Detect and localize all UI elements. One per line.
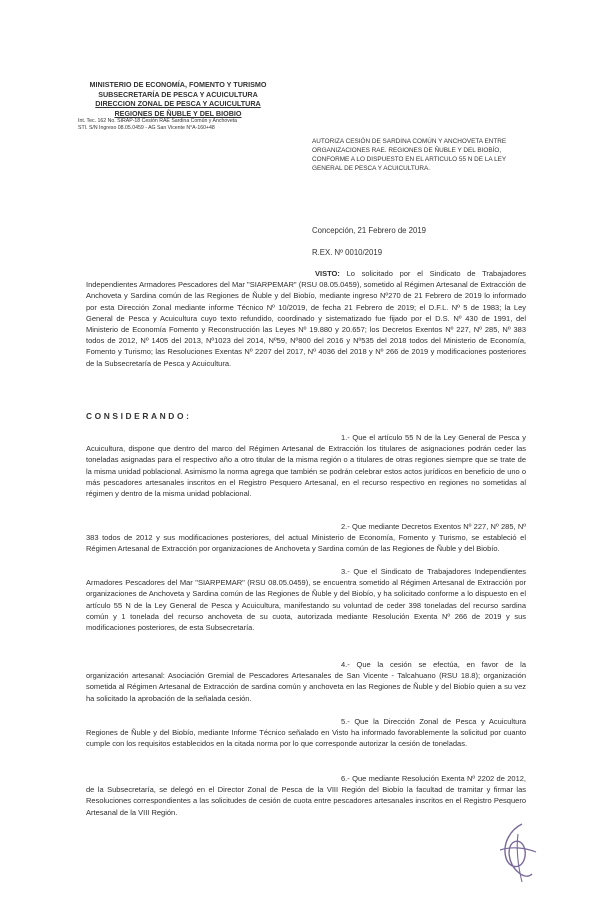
zonal-direction-line: DIRECCION ZONAL DE PESCA Y ACUICULTURA — [95, 99, 261, 109]
subject-line-2: ORGANIZACIONES RAE. REGIONES DE ÑUBLE Y DEL BIOBÍO, — [312, 147, 502, 154]
subsecretary-line: SUBSECRETARÍA DE PESCA Y ACUICULTURA — [98, 89, 258, 99]
considerando-title: CONSIDERANDO: — [86, 411, 192, 421]
document-date: Concepción, 21 Febrero de 2019 — [312, 226, 426, 235]
visto-text: Lo solicitado por el Sindicato de Trabajadores Independientes Armadores Pescadores del Mar "SIARPEMAR" (RSU 08.05.0459), sometido al Régimen Artesanal de Extracción de Anchoveta y Sardina común de las Regiones de Ñuble y del Biobío, mediante ingreso Nº270 de 21 Febrero de 2019 lo informado por esta Dirección Zonal mediante informe Técnico Nº 10/2019, de fecha 21 Febrero de 2019; el D.F.L. Nº 5 de 1983; la Ley General de Pesca y Acuicultura cuyo texto refundido, coordinado y sistematizado fue fijado por el D.S. Nº 430 de 1991, del Ministerio de Economía Fomento y Reconstrucción las Leyes Nº 19.880 y 20.657; los Decretos Exentos Nº 227, Nº 285, Nº 383 todos de 2012, Nº 1405 del 2013, Nº1023 del 2014, Nº59, Nº800 del 2016 y Nº535 del 2018 todos del Ministerio de Economía, Fomento y Turismo; las Resoluciones Exentas Nº 2207 del 2017, Nº 4036 del 2018 y Nº 266 de 2019 y modificaciones posteriores de la Subsecretaría de Pesca y Acuicultura. — [86, 269, 526, 368]
paragraph-text: 4.- Que la cesión se efectúa, en favor de la organización artesanal: Asociación Gremial de Pescadores Artesanales de San Vicente - Talcahuano (RSU 18.8); organización sometida al Régimen Artesanal de Extracción de sardina común y anchoveta en las Regiones de Ñuble y del Biobío quien a su vez ha solicitado la aprobación de la señalada cesión. — [86, 660, 526, 703]
subject-line-3: CONFORME A LO DISPUESTO EN EL ARTICULO 55 N DE LA LEY — [312, 156, 507, 163]
paragraph-text: 3.- Que el Sindicato de Trabajadores Independientes Armadores Pescadores del Mar "SIARPEMAR" (RSU 08.05.0459), se encuentra sometido al Régimen Artesanal de Extracción por organizaciones de Anchoveta y Sardina común de las Regiones de Ñuble y del Biobío, y ha solicitado conforme a lo dispuesto en el artículo 55 N de la Ley General de Pesca y Acuicultura, manifestando su voluntad de ceder 398 toneladas del recurso sardina común y 1 tonelada del recurso anchoveta de su cuota, autorizada mediante Resolución Exenta Nº 266 de 2019 y sus modificaciones posteriores, de esta Subsecretaría. — [86, 567, 526, 633]
file-reference-line: Int. Tec. 162 No. SIRAP-18 Cesión RAE Sardina Común y Anchoveta — [78, 118, 238, 125]
paragraph-text: 5.- Que la Dirección Zonal de Pesca y Acuicultura Regiones de Ñuble y del Biobío, mediante Informe Técnico señalado en Visto ha informado favorablemente la solicitud por cuanto cumple con los requisitos establecidos en la citada norma por lo que corresponde autorizar la cesión de toneladas. — [86, 717, 526, 749]
considerando-paragraph-2 — [86, 521, 526, 555]
ministry-line: MINISTERIO DE ECONOMÍA, FOMENTO Y TURISMO — [89, 80, 267, 89]
considerando-paragraph-1 — [86, 432, 526, 499]
considerando-paragraph-3 — [86, 566, 526, 633]
visto-section — [86, 268, 526, 369]
subject-line-1: AUTORIZA CESIÓN DE SARDINA COMÚN Y ANCHOVETA ENTRE — [312, 138, 507, 145]
letterhead — [78, 80, 278, 132]
paragraph-text: 6.- Que mediante Resolución Exenta Nº 2202 de 2012, de la Subsecretaría, se delegó en el Director Zonal de Pesca de la VIII Región del Biobío la facultad de tramitar y firmar las Resoluciones correspondientes a las solicitudes de cesión de cuota entre pescadores artesanales inscritos en el Registro Pesquero Artesanal de la VIII Región. — [86, 774, 526, 817]
visto-label: VISTO: — [315, 269, 340, 278]
resolution-number: R.EX. Nº 0010/2019 — [312, 248, 383, 257]
handwritten-signature — [492, 820, 540, 884]
considerando-paragraph-5 — [86, 716, 526, 750]
paragraph-text: 2.- Que mediante Decretos Exentos Nº 227, Nº 285, Nº 383 todos de 2012 y sus modificaciones posteriores, del actual Ministerio de Economía, Fomento y Turismo, se estableció el Régimen Artesanal de Extracción por organizaciones de Anchoveta y Sardina común de las Regiones de Ñuble y del Biobío. — [86, 522, 526, 554]
considerando-paragraph-6 — [86, 773, 526, 818]
ingress-reference-line: STI. S/N Ingreso 08.05.0459 - AG San Vicente N°A-160+48 — [78, 124, 215, 131]
paragraph-text: 1.- Que el artículo 55 N de la Ley General de Pesca y Acuicultura, dispone que dentro del marco del Régimen Artesanal de Extracción los titulares de asignaciones podrán ceder las toneladas asignadas para el respectivo año a otro titular de la misma región o a titulares de otras regiones siempre que se trate de la misma unidad poblacional. Asimismo la norma agrega que también se podrán celebrar estos actos jurídicos en beneficio de uno o más pescadores artesanales inscritos en el Registro Pesquero Artesanal, en el recurso respectivo en regiones no sometidas al régimen y dentro de la misma unidad poblacional. — [86, 433, 526, 499]
subject-line-4: GENERAL DE PESCA Y ACUICULTURA. — [312, 165, 431, 172]
subject-reference — [312, 137, 562, 173]
considerando-paragraph-4 — [86, 659, 526, 704]
regions-line: REGIONES DE ÑUBLE Y DEL BIOBIO — [114, 108, 242, 118]
